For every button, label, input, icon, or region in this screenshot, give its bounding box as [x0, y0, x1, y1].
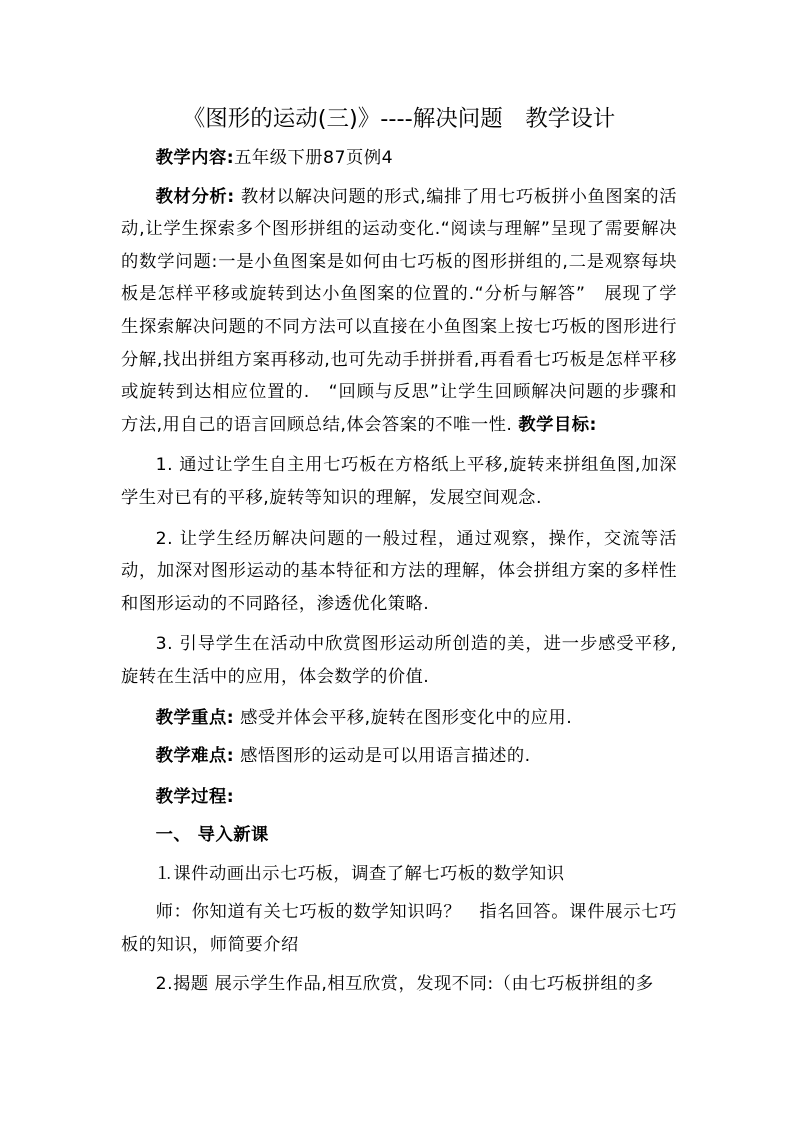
- teaching-difficulty-text: 感悟图形的运动是可以用语言描述的.: [234, 746, 531, 767]
- document-title: 《图形的运动(三)》----解决问题 教学设计: [182, 106, 616, 132]
- teaching-content: [121, 142, 677, 175]
- teaching-content-text: 五年级下册87页例4: [234, 148, 394, 168]
- teaching-process-heading: 教学过程:: [155, 786, 235, 807]
- step-1: ⒈课件动画出示七巧板，调查了解七巧板的数学知识: [155, 863, 565, 884]
- teaching-difficulty-label: 教学难点:: [155, 746, 235, 767]
- teaching-content-label: 教学内容:: [155, 148, 235, 168]
- material-analysis-label: 教材分析:: [155, 186, 235, 207]
- teaching-key-point: [121, 702, 677, 735]
- teaching-key-text: 感受并体会平移,旋转在图形变化中的应用.: [234, 707, 573, 728]
- teaching-goals-label: 教学目标:: [518, 414, 597, 435]
- document-page: [121, 100, 677, 1000]
- goal-item-2: 2. 让学生经历解决问题的一般过程，通过观察，操作，交流等活动，加深对图形运动的基本特征和方法的理解，体会拼组方案的多样性和图形运动的不同路径，渗透优化策略.: [121, 528, 677, 614]
- step-2: 2.揭题 展示学生作品,相互欣赏，发现不同:（由七巧板拼组的多: [155, 973, 654, 994]
- goal-item-1: 1. 通过让学生自主用七巧板在方格纸上平移,旋转来拼组鱼图,加深学生对已有的平移,旋转等知识的理解，发展空间观念.: [121, 455, 677, 508]
- teaching-key-label: 教学重点:: [155, 707, 235, 728]
- teaching-difficulty: [121, 740, 677, 773]
- material-analysis-text: 教材以解决问题的形式,编排了用七巧板拼小鱼图案的活动,让学生探索多个图形拼组的运动变化.“阅读与理解”呈现了需要解决的数学问题:一是小鱼图案是如何由七巧板的图形拼组的,二是观察每块板是怎样平移或旋转到达小鱼图案的位置的.“分析与解答” 展现了学生探索解决问题的不同方法可以直接在小鱼图案上按七巧板的图形进行分解,找出拼组方案再移动,也可先动手拼拼看,再看看七巧板是怎样平移或旋转到达相应位置的. “回顾与反思”让学生回顾解决问题的步骤和方法,用自己的语言回顾总结,体会答案的不唯一性.: [121, 186, 677, 435]
- material-analysis: [121, 181, 677, 442]
- teacher-dialogue: 师：你知道有关七巧板的数学知识吗？ 指名回答。课件展示七巧板的知识，师简要介绍: [121, 902, 677, 956]
- goal-item-3: 3. 引导学生在活动中欣赏图形运动所创造的美，进一步感受平移,旋转在生活中的应用，体会数学的价值.: [121, 634, 677, 687]
- section-1-heading: 一、 导入新课: [155, 825, 269, 846]
